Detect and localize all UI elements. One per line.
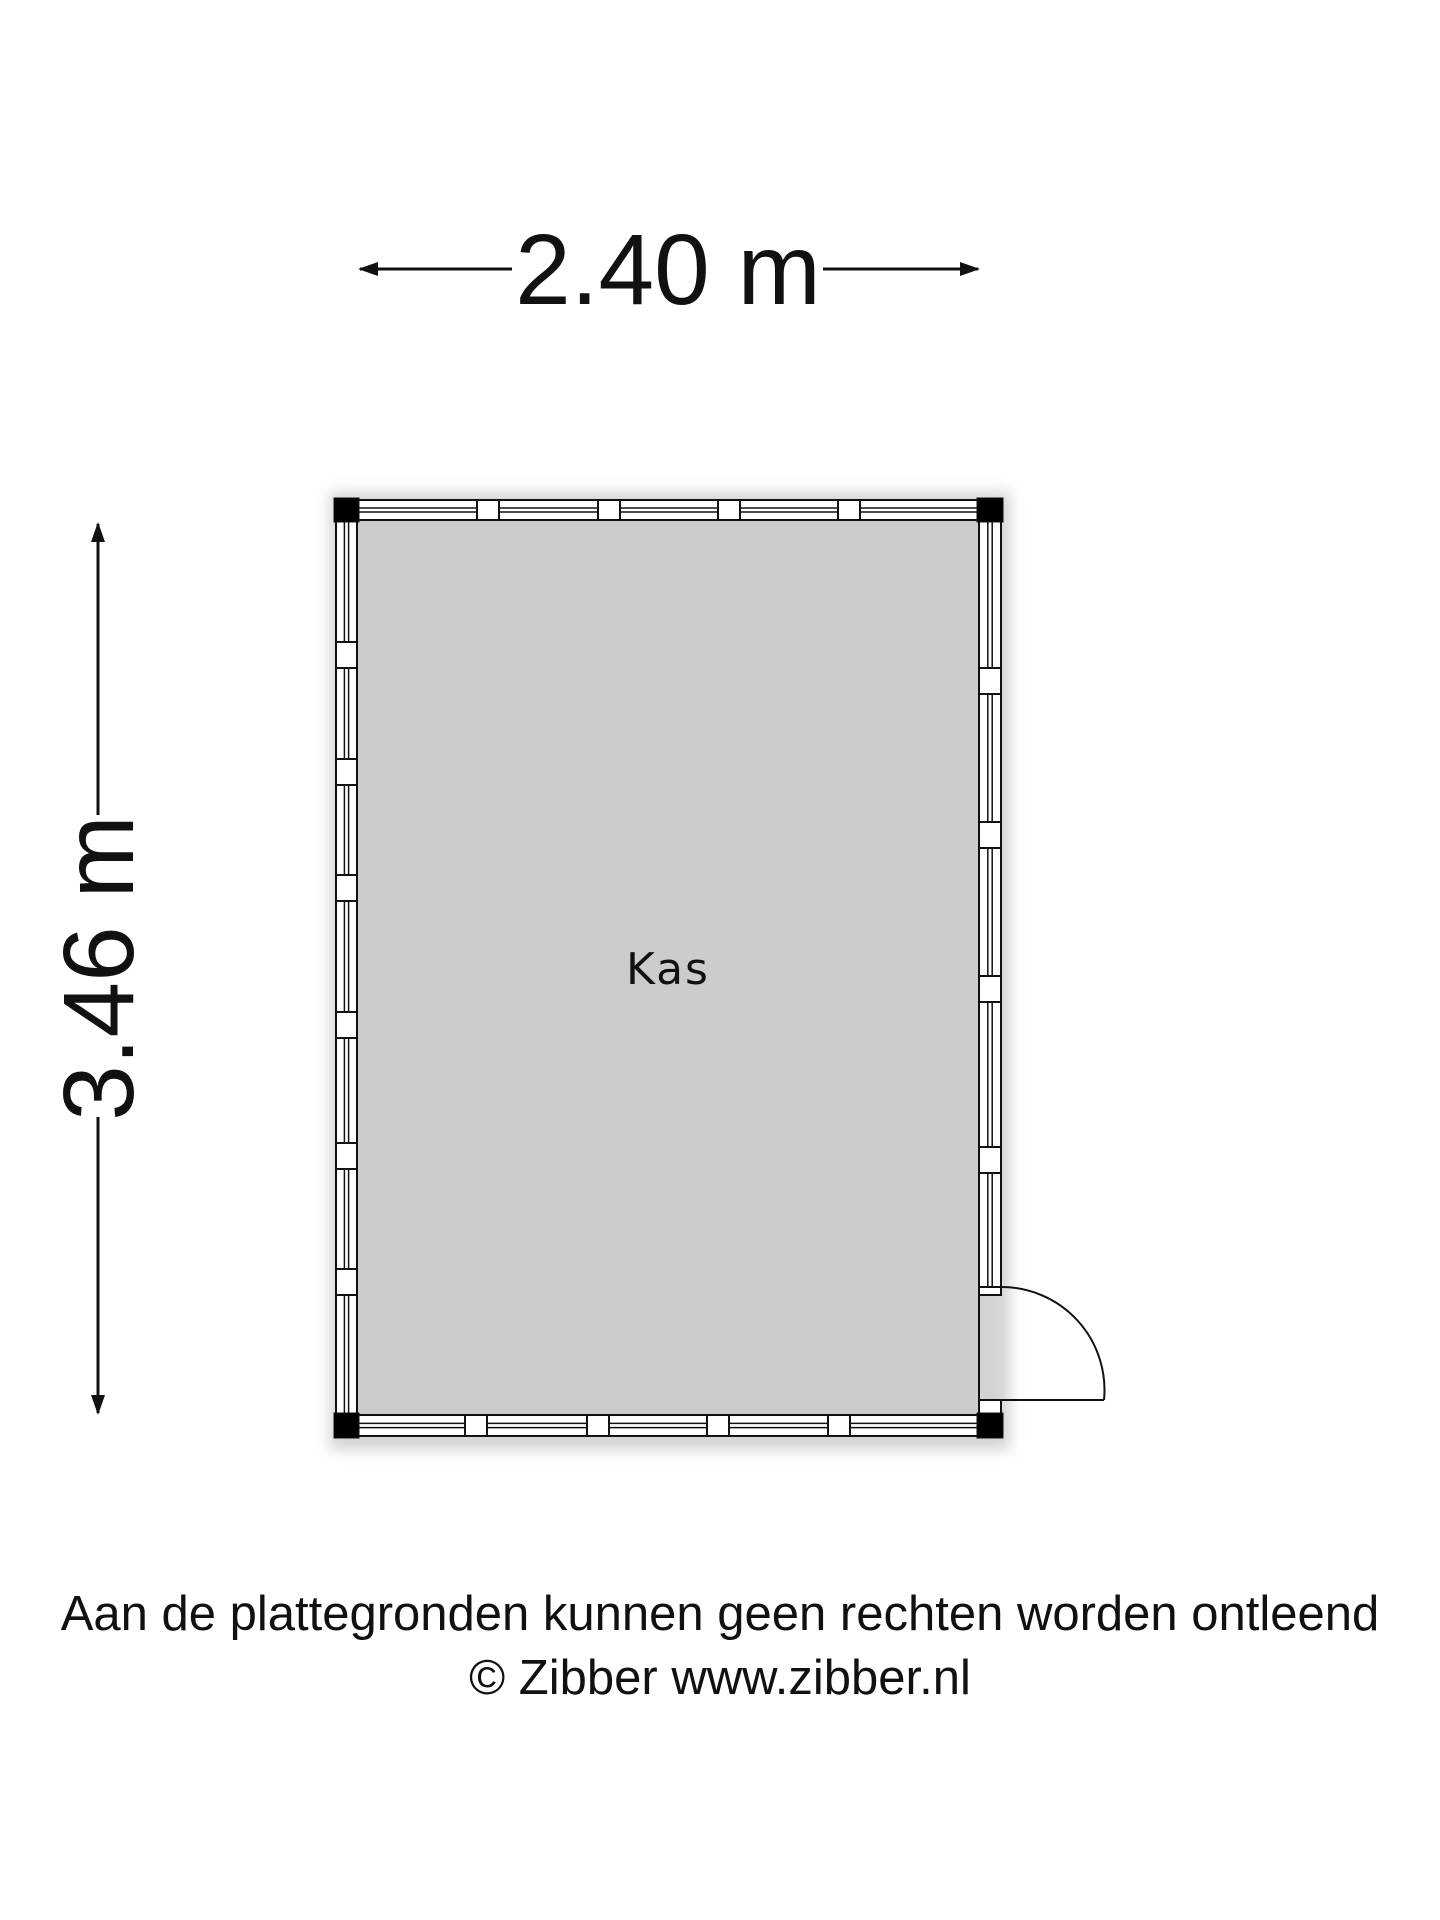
- right-wall-mullion: [979, 976, 1001, 1002]
- bottom-wall-mullion: [465, 1415, 487, 1436]
- right-wall-mullion: [979, 668, 1001, 694]
- corner-post: [334, 498, 359, 522]
- left-wall-mullion: [336, 1143, 357, 1169]
- right-wall-mullion: [979, 822, 1001, 848]
- height-label: 3.46 m: [43, 815, 155, 1121]
- bottom-wall: [357, 1415, 979, 1436]
- door-jamb: [979, 1287, 1001, 1295]
- top-wall-mullion: [838, 500, 860, 520]
- corner-post: [977, 1413, 1003, 1438]
- left-wall-mullion: [336, 1269, 357, 1295]
- top-wall-mullion: [477, 500, 499, 520]
- top-wall: [357, 500, 979, 520]
- width-dimension: [360, 214, 978, 326]
- right-wall-mullion: [979, 1147, 1001, 1173]
- door-swing-arc: [1001, 1287, 1104, 1400]
- corner-post: [977, 498, 1003, 522]
- left-wall-mullion: [336, 875, 357, 901]
- left-wall-mullion: [336, 759, 357, 785]
- left-wall-mullion: [336, 642, 357, 668]
- copyright-text: © Zibber www.zibber.nl: [469, 1651, 971, 1705]
- footer: [0, 1582, 1440, 1710]
- bottom-wall-mullion: [828, 1415, 850, 1436]
- room-label: Kas: [626, 944, 710, 995]
- corner-post: [334, 1413, 359, 1438]
- bottom-wall-mullion: [707, 1415, 729, 1436]
- height-dimension: [43, 524, 155, 1413]
- bottom-wall-mullion: [587, 1415, 609, 1436]
- disclaimer-text: Aan de plattegronden kunnen geen rechten worden ontleend: [60, 1587, 1380, 1641]
- door: [1001, 1287, 1104, 1400]
- top-wall-mullion: [718, 500, 740, 520]
- left-wall-mullion: [336, 1012, 357, 1038]
- width-label: 2.40 m: [515, 214, 821, 326]
- top-wall-mullion: [598, 500, 620, 520]
